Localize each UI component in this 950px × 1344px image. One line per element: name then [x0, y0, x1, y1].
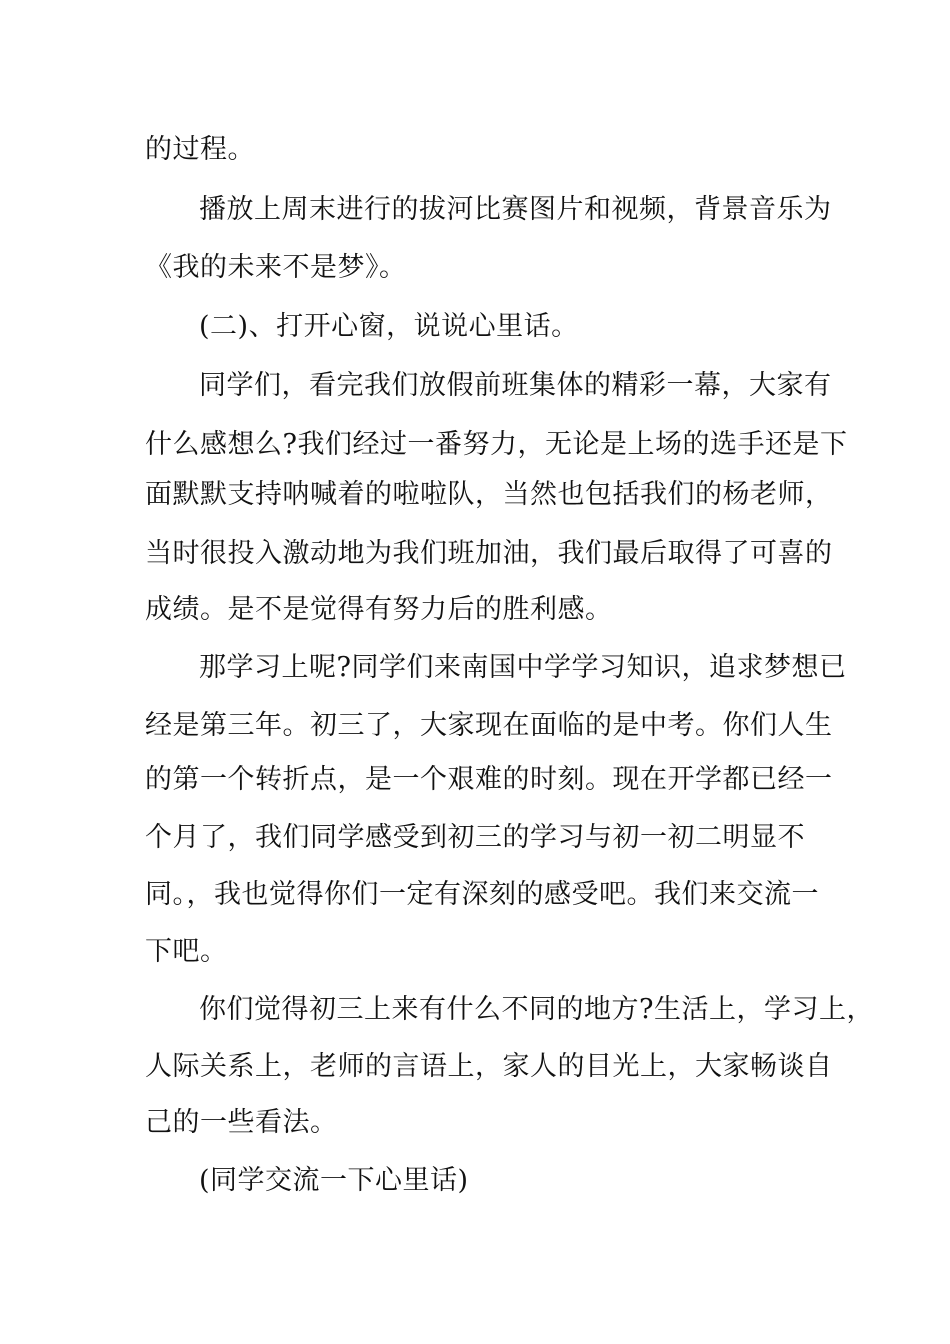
- text-line: 同学们，看完我们放假前班集体的精彩一幕，大家有: [199, 370, 832, 401]
- text-line: (同学交流一下心里话): [199, 1165, 469, 1196]
- text-line: 人际关系上，老师的言语上，家人的目光上，大家畅谈自: [145, 1051, 833, 1082]
- section-heading: (二)、打开心窗，说说心里话。: [199, 311, 579, 342]
- text-line: 的过程。: [145, 134, 255, 165]
- text-line: 的第一个转折点，是一个艰难的时刻。现在开学都已经一: [145, 764, 833, 795]
- text-line: 播放上周末进行的拔河比赛图片和视频，背景音乐为: [199, 194, 832, 225]
- text-line: 己的一些看法。: [145, 1107, 338, 1138]
- text-line: 那学习上呢?同学们来南国中学学习知识，追求梦想已: [199, 652, 847, 683]
- text-line: 经是第三年。初三了，大家现在面临的是中考。你们人生: [145, 710, 833, 741]
- text-line: 面默默支持呐喊着的啦啦队，当然也包括我们的杨老师，: [145, 479, 833, 510]
- text-line: 你们觉得初三上来有什么不同的地方?生活上，学习上，: [199, 994, 874, 1025]
- text-line: 《我的未来不是梦》。: [145, 252, 407, 283]
- text-line: 成绩。是不是觉得有努力后的胜利感。: [145, 594, 613, 625]
- text-line: 当时很投入激动地为我们班加油，我们最后取得了可喜的: [145, 538, 833, 569]
- text-line: 下吧。: [145, 936, 228, 967]
- text-line: 个月了，我们同学感受到初三的学习与初一初二明显不: [145, 822, 805, 853]
- text-line: 什么感想么?我们经过一番努力，无论是上场的选手还是下: [145, 429, 848, 460]
- text-line: 同。，我也觉得你们一定有深刻的感受吧。我们来交流一: [145, 879, 819, 910]
